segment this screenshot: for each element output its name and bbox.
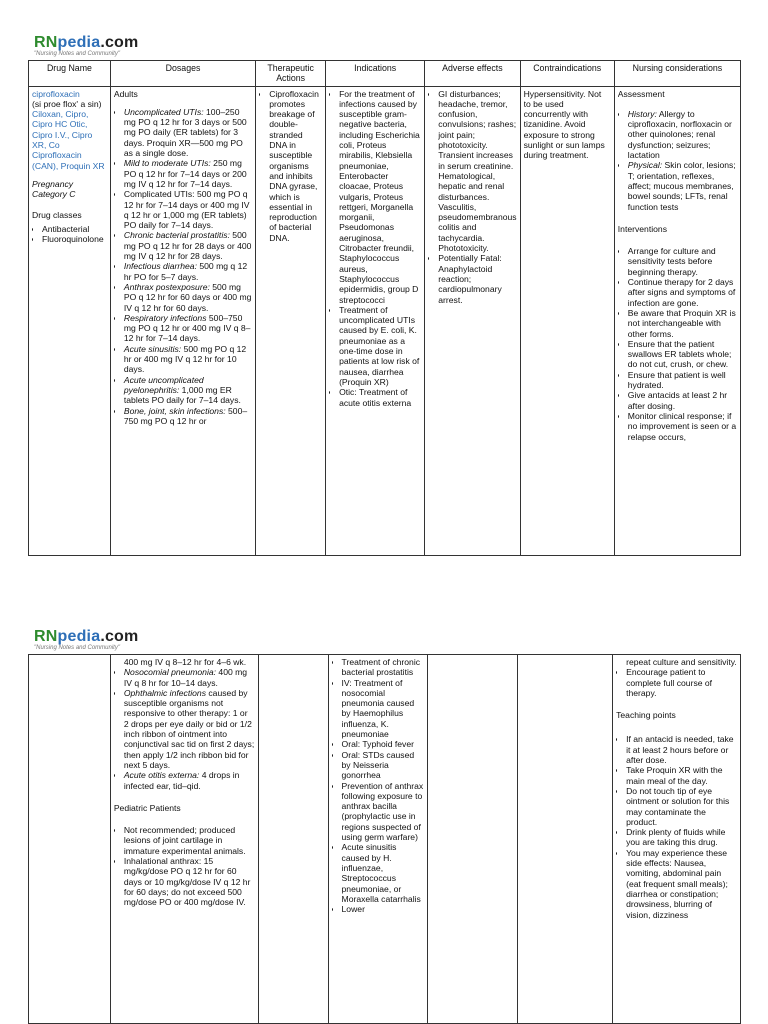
list-item: • Oral: Typhoid fever [342, 739, 425, 749]
list-item: • Be aware that Proquin XR is not interchangeable with other forms. [628, 308, 737, 339]
header-therapeutic-actions: Therapeutic Actions [256, 61, 326, 87]
teaching-points-title: Teaching points [616, 710, 676, 721]
list-item: • Treatment of chronic bacterial prostatitis [342, 657, 425, 678]
nursing-considerations-cell [614, 86, 740, 555]
nursing-continued-list [616, 667, 737, 698]
table-row [29, 655, 741, 1024]
list-item: • Encourage patient to complete full course of therapy. [626, 667, 737, 698]
list-item: • Arrange for culture and sensitivity tests before beginning therapy. [628, 246, 737, 277]
drug-name-link[interactable]: ciprofloxacin [32, 88, 80, 99]
list-item: • Do not touch tip of eye ointment or solution for this may contaminate the product. [626, 786, 737, 827]
contraindications-text: Hypersensitivity. Not to be used concurrently with tizanidine. Avoid exposure to strong sunlight or sun lamps during treatment. [523, 88, 605, 161]
drug-name-cell [29, 86, 111, 555]
list-item: • Chronic bacterial prostatitis: 500 mg PO q 12 hr for 28 days or 400 mg IV q 12 hr for 28 days. [124, 230, 252, 261]
drug-name-cell [29, 655, 111, 1024]
list-item: • Give antacids at least 2 hr after dosing. [628, 390, 737, 411]
indications-list [329, 89, 421, 408]
list-item: • You may experience these side effects: Nausea, vomiting, abdominal pain (eat frequent small meals); diarrhea or constipation; drowsiness, blurring of vision, dizziness [626, 848, 737, 920]
list-item: • Acute sinusitis caused by H. influenzae, Streptococcus pneumoniae, or Moraxella catarrhalis [342, 842, 425, 904]
header-nursing-considerations: Nursing considerations [614, 61, 740, 87]
list-item: • Treatment of uncomplicated UTIs caused by E. coli, K. pneumoniae as a one-time dose in patients at low risk of nausea, diarrhea (Proquin XR) [339, 305, 421, 387]
list-item: • Inhalational anthrax: 15 mg/kg/dose PO q 12 hr for 60 days or 10 mg/kg/dose IV q 12 hr for 60 days; do not exceed 500 mg/dose PO or 400 mg/dose IV. [124, 856, 255, 907]
list-item: • Respiratory infections 500–750 mg PO q 12 hr or 400 mg IV q 8–12 hr for 7–14 days. [124, 313, 252, 344]
therapeutic-actions-cell [256, 86, 326, 555]
list-item: • Mild to moderate UTIs: 250 mg PO q 12 hr for 7–14 days or 200 mg IV q 12 hr for 7–14 days. [124, 158, 252, 189]
contraindications-cell [520, 86, 614, 555]
site-logo[interactable]: RNpedia.com [34, 34, 139, 51]
document-page-1 [28, 30, 741, 558]
list-item: • If an antacid is needed, take it at least 2 hours before or after dose. [626, 734, 737, 765]
pediatric-patients-title: Pediatric Patients [113, 802, 181, 813]
list-item: • Potentially Fatal: Anaphylactoid reaction; cardiopulmonary arrest. [438, 253, 516, 304]
list-item: • Infectious diarrhea: 500 mg q 12 hr PO for 5–7 days. [124, 261, 252, 282]
document-page-2 [28, 624, 741, 1024]
list-item: • IV: Treatment of nosocomial pneumonia caused by Haemophilus influenza, K. pneumoniae [342, 678, 425, 740]
drug-table [28, 60, 741, 556]
drug-brand-names[interactable]: Ciloxan, Cipro, Cipro HC Otic, Cipro I.V., Cipro XR, Co Ciprofloxacin (CAN), Proquin XR [32, 109, 105, 171]
interventions-list [618, 246, 737, 442]
list-item: • GI disturbances; headache, tremor, confusion, convulsions; rashes; joint pain; phototoxicity. Transient increases in serum creatinine. Hematological, hepatic and renal disturbances. Vasculitis, pseudomembranous colitis and tachycardia. Phototoxicity. [438, 89, 516, 254]
drug-classes-title: Drug classes [32, 209, 82, 220]
dosages-cell [110, 86, 255, 555]
list-item: • Anthrax postexposure: 500 mg PO q 12 hr for 60 days or 400 mg IV q 12 hr for 60 days. [124, 282, 252, 313]
list-item: • Continue therapy for 2 days after signs and symptoms of infection are gone. [628, 277, 737, 308]
list-item: • Acute uncomplicated pyelonephritis: 1,000 mg ER tablets PO daily for 7–14 days. [124, 375, 252, 406]
list-item: • Uncomplicated UTIs: 100–250 mg PO q 12 hr for 3 days or 500 mg PO daily (ER tablets) for 3 days. Proquin XR—500 mg PO as a single dose. [124, 107, 252, 158]
header-contraindications: Contraindications [520, 61, 614, 87]
list-item: • Monitor clinical response; if no improvement is seen or a relapse occurs, [628, 411, 737, 442]
dosages-cell [110, 655, 258, 1024]
site-logo[interactable]: RNpedia.com [34, 628, 139, 645]
indications-cell [326, 86, 425, 555]
list-item: • Antibacterial [42, 224, 107, 234]
dosages-adults-title: Adults [113, 88, 138, 99]
site-tagline: "Nursing Notes and Community" [34, 51, 120, 57]
nursing-continued-text: repeat culture and sensitivity. [626, 657, 737, 667]
pediatric-list [114, 825, 255, 907]
drug-classes-list [32, 224, 107, 245]
list-item: • Nosocomial pneumonia: 400 mg IV q 8 hr for 10–14 days. [124, 667, 255, 688]
list-item: • Ophthalmic infections caused by susceptible organisms not responsive to other therapy: 1 or 2 drops per eye daily or bid or 1/2 inch ribbon of ointment into conjunctival sac tid on first 2 days; then apply 1/2 inch ribbon bid for next 5 days. [124, 688, 255, 770]
header-adverse-effects: Adverse effects [425, 61, 520, 87]
adverse-effects-cell [425, 86, 520, 555]
list-item: • Prevention of anthrax following exposure to anthrax bacilla (prophylactic use in regions suspected of using germ warfare) [342, 781, 425, 843]
table-row [29, 86, 741, 555]
assessment-list [618, 109, 737, 212]
list-item: • History: Allergy to ciprofloxacin, norfloxacin or other quinolones; renal dysfunction; seizures; lactation [628, 109, 737, 160]
list-item: • Drink plenty of fluids while you are taking this drug. [626, 827, 737, 848]
header-indications: Indications [326, 61, 425, 87]
list-item: • Ensure that patient is well hydrated. [628, 370, 737, 391]
site-tagline: "Nursing Notes and Community" [34, 645, 120, 651]
list-item: • Fluoroquinolone [42, 234, 107, 244]
table-header-row [29, 61, 741, 87]
drug-pronunciation: (si proe flox' a sin) [32, 98, 102, 109]
header-drug-name: Drug Name [29, 61, 111, 87]
assessment-title: Assessment [617, 88, 665, 99]
contraindications-cell [518, 655, 613, 1024]
dosages-list [114, 107, 252, 426]
list-item: • Complicated UTIs: 500 mg PO q 12 hr for 7–14 days or 400 mg IV q 12 hr or 1,000 mg (ER tablets) PO daily for 7–14 days. [124, 189, 252, 230]
list-item: • Otic: Treatment of acute otitis externa [339, 387, 421, 408]
pregnancy-category: Pregnancy Category C [32, 178, 76, 200]
header-dosages: Dosages [110, 61, 255, 87]
list-item: • Not recommended; produced lesions of joint cartilage in immature experimental animals. [124, 825, 255, 856]
nursing-considerations-cell [613, 655, 741, 1024]
adverse-effects-cell [428, 655, 518, 1024]
indications-list [332, 657, 425, 914]
list-item: • Ensure that the patient swallows ER tablets whole; do not cut, crush, or chew. [628, 339, 737, 370]
list-item: • Physical: Skin color, lesions; T; orientation, reflexes, affect; mucous membranes, bowel sounds; LFTs, renal function tests [628, 160, 737, 211]
adverse-effects-list [428, 89, 516, 305]
dosages-continued-text: 400 mg IV q 8–12 hr for 4–6 wk. [123, 657, 247, 667]
list-item: • Ciprofloxacin promotes breakage of double-stranded DNA in susceptible organisms and inhibits DNA gyrase, which is essential in reproduction of bacterial DNA. [269, 89, 322, 243]
drug-table-continued [28, 654, 741, 1024]
teaching-points-list [616, 734, 737, 919]
list-item: • Oral: STDs caused by Neisseria gonorrhea [342, 750, 425, 781]
list-item: • For the treatment of infections caused by susceptible gram-negative bacteria, including Escherichia coli, Proteus mirabilis, Klebsiella pneumoniae, Enterobacter cloacae, Proteus vulgaris, Proteus rettgeri, Morganella morganii, Pseudomonas aeruginosa, Citrobacter freundii, Staphylococcus aureus, Staphylococcus epidermidis, group D streptococci [339, 89, 421, 305]
therapeutic-actions-cell [258, 655, 328, 1024]
interventions-title: Interventions [617, 223, 667, 234]
list-item: • Take Proquin XR with the main meal of the day. [626, 765, 737, 786]
indications-cell [328, 655, 428, 1024]
list-item: • Lower [342, 904, 425, 914]
list-item: • Acute otitis externa: 4 drops in infected ear, tid–qid. [124, 770, 255, 791]
list-item: • Acute sinusitis: 500 mg PO q 12 hr or 400 mg IV q 12 hr for 10 days. [124, 344, 252, 375]
list-item: • Bone, joint, skin infections: 500–750 mg PO q 12 hr or [124, 406, 252, 427]
dosages-list [114, 667, 255, 791]
